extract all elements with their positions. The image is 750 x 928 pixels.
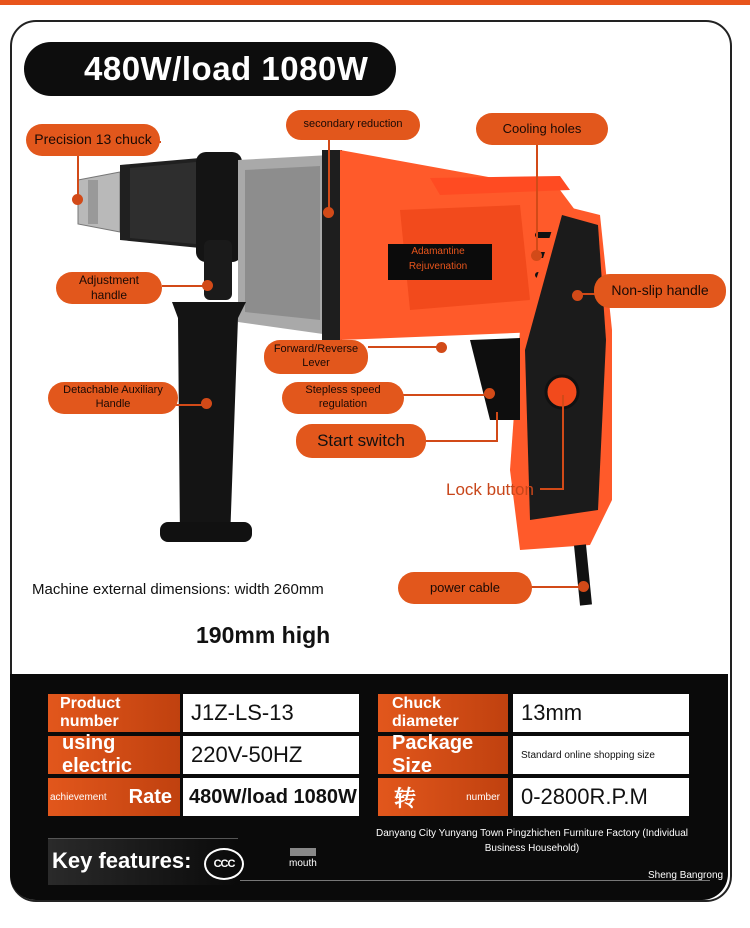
aux-connector (176, 404, 204, 406)
aux-callout: Detachable Auxiliary Handle (48, 382, 178, 414)
chuck-graphic (78, 158, 200, 248)
speed-small-text: number (466, 791, 500, 803)
forward-marker (436, 342, 447, 353)
package-size-label: Package Size (378, 736, 508, 774)
speed-char: 转 (394, 785, 417, 811)
power-connector (530, 586, 582, 588)
reduction-callout: secondary reduction (286, 110, 420, 140)
rate-label (48, 778, 180, 816)
forward-callout: Forward/Reverse Lever (264, 340, 368, 374)
electric-value: 220V-50HZ (183, 736, 359, 774)
footer-divider (240, 880, 710, 881)
rate-text: Rate (128, 785, 172, 808)
rate-value: 480W/load 1080W (183, 778, 359, 816)
nonslip-marker (572, 290, 583, 301)
factory-text: Danyang City Yunyang Town Pingzhichen Furniture Factory (Individual Business Household) (375, 828, 689, 854)
cooling-connector (536, 144, 538, 254)
power-callout: power cable (398, 572, 532, 604)
body-brand-text: Adamantine Rejuvenation (408, 246, 468, 272)
stepless-marker (484, 388, 495, 399)
reduction-marker (323, 207, 334, 218)
person-text: Sheng Bangrong (648, 870, 724, 881)
stepless-callout: Stepless speed regulation (282, 382, 404, 414)
mouth-label: mouth (289, 858, 317, 869)
start-connector-vertical (496, 412, 498, 442)
lock-connector (540, 488, 564, 490)
chuck-marker (72, 194, 83, 205)
stepless-connector (400, 394, 490, 396)
cooling-callout: Cooling holes (476, 113, 608, 145)
chuck-connector-vertical (77, 151, 79, 199)
dimensions-width: Machine external dimensions: width 260mm (32, 581, 324, 598)
speed-value: 0-2800R.P.M (513, 778, 689, 816)
reduction-connector (328, 140, 330, 212)
dimensions-height: 190mm high (196, 622, 331, 648)
chuck-diameter-label: Chuck diameter (378, 694, 508, 732)
chuck-callout: Precision 13 chuck (26, 124, 160, 156)
chuck-diameter-value: 13mm (513, 694, 689, 732)
electric-label: using electric (48, 736, 180, 774)
power-marker (578, 581, 589, 592)
ccc-certification-icon: CCC (204, 848, 244, 880)
key-features-label: Key features: (52, 848, 192, 873)
nonslip-callout: Non-slip handle (594, 274, 726, 308)
rate-small-text: achievement (50, 791, 107, 803)
speed-label (378, 778, 508, 816)
power-title: 480W/load 1080W (24, 42, 396, 96)
package-size-value: Standard online shopping size (513, 736, 689, 774)
adjust-marker (202, 280, 213, 291)
cooling-marker (531, 250, 542, 261)
start-connector (424, 440, 498, 442)
adjust-connector (162, 285, 206, 287)
start-callout: Start switch (296, 424, 426, 458)
adjust-callout: Adjustment handle (56, 272, 162, 304)
product-number-value: J1Z-LS-13 (183, 694, 359, 732)
aux-marker (201, 398, 212, 409)
lock-connector-vertical (562, 395, 564, 490)
forward-connector (368, 346, 440, 348)
lock-label: Lock button (446, 480, 534, 499)
product-number-label: Product number (48, 694, 180, 732)
